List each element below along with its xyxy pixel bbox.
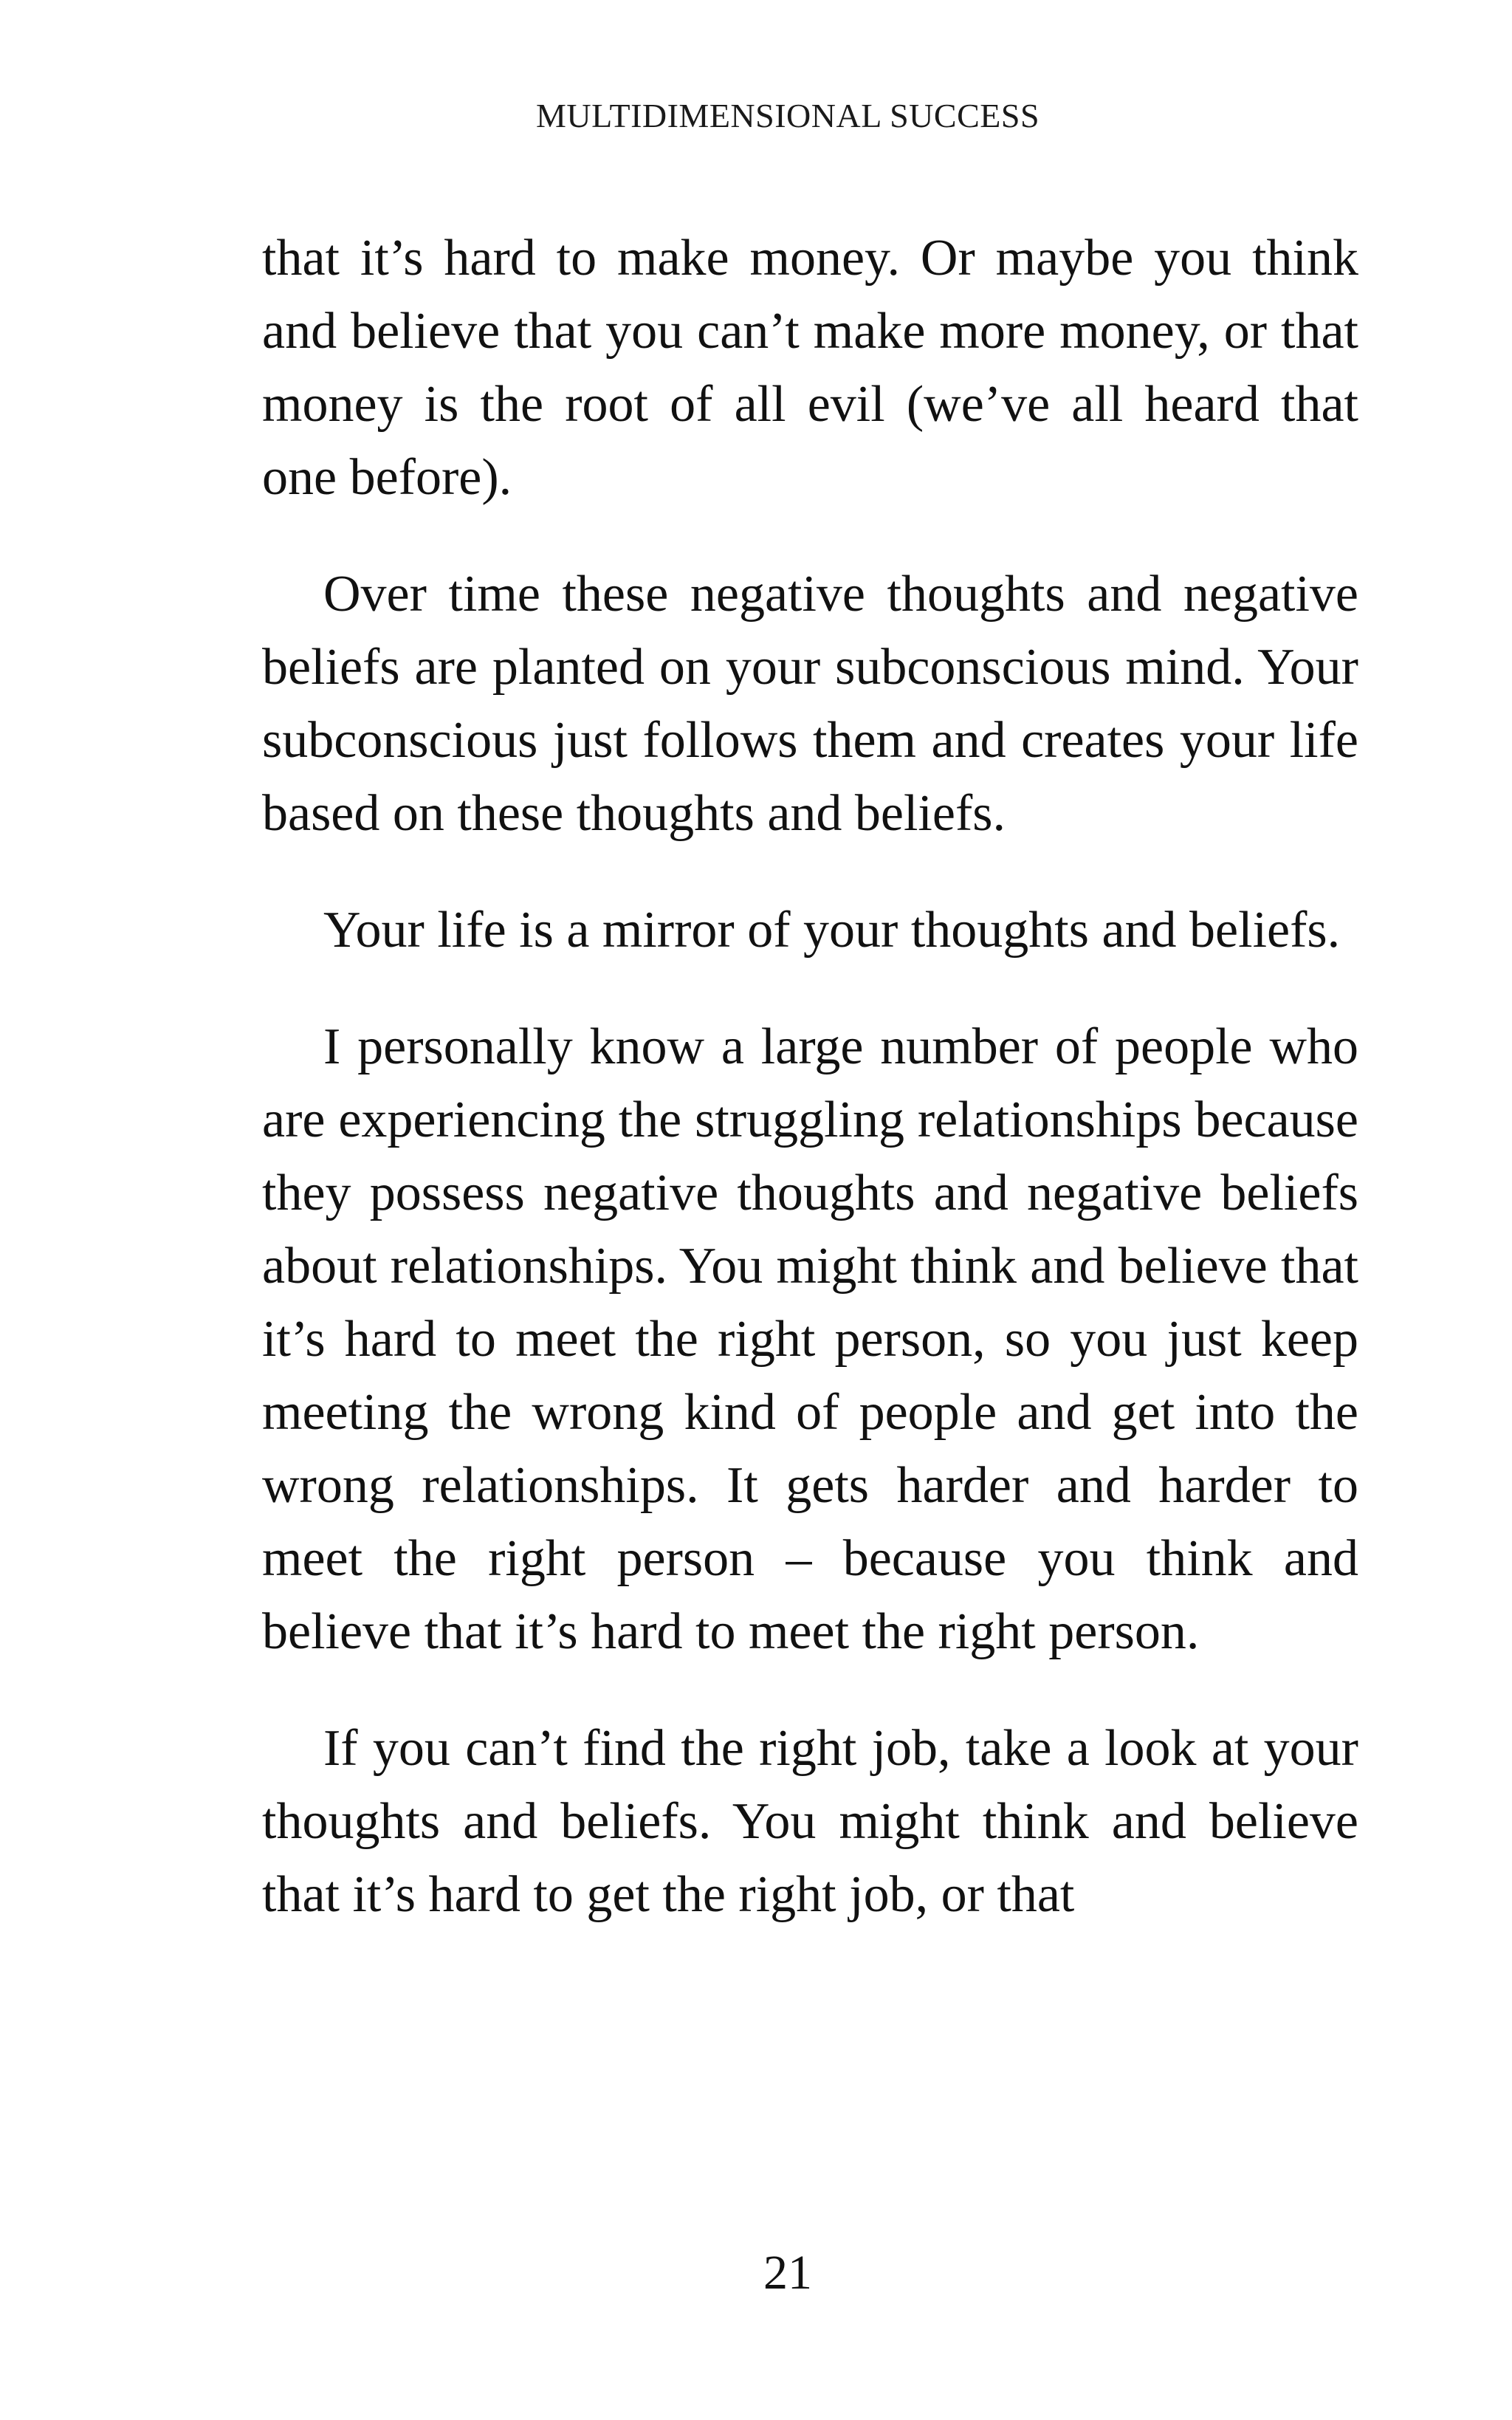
paragraph-continued: that it’s hard to make money. Or maybe you think and believe that you can’t make more money, or that money is the root of all evil (we’ve all heard that one before). <box>262 230 1358 506</box>
paragraph: Over time these negative thoughts and negative beliefs are planted on your subconscious mind. Your subconscious just follows them and creates your life based on these thoughts and beliefs. <box>262 566 1358 842</box>
paragraph: If you can’t find the right job, take a look at your thoughts and beliefs. You might think and believe that it’s hard to get the right job, or that <box>262 1720 1358 1923</box>
paragraph: Your life is a mirror of your thoughts and beliefs. <box>323 902 1341 959</box>
running-header: MULTIDIMENSIONAL SUCCESS <box>535 97 1040 134</box>
body-text <box>262 222 1358 1975</box>
paragraph: I personally know a large number of people who are experiencing the struggling relationships because they possess negative thoughts and negative beliefs about relationships. You might think and believe that it’s hard to meet the right person, so you just keep meeting the wrong kind of people and get into the wrong relationships. It gets harder and harder to meet the right person – because you think and believe that it’s hard to meet the right person. <box>262 1018 1358 1660</box>
page-number: 21 <box>763 2246 812 2300</box>
